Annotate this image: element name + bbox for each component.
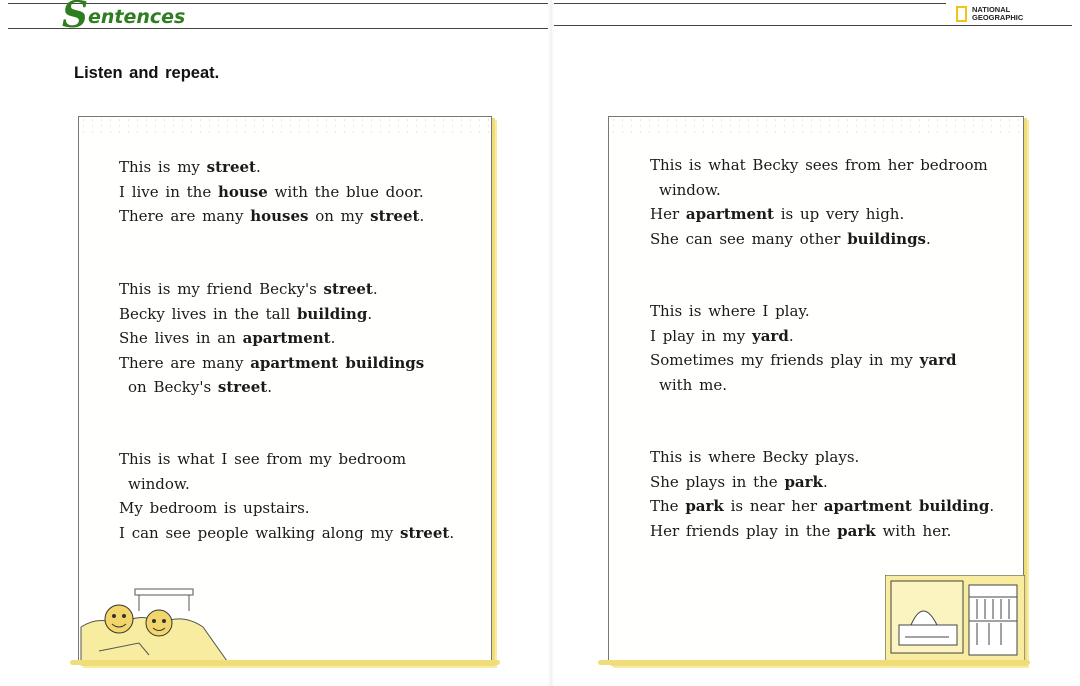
sentence-text: This is what I see from my bedroom — [119, 450, 407, 468]
logo-line-2: GEOGRAPHIC — [972, 13, 1024, 22]
sentence-text: . — [822, 472, 828, 491]
sentence-line — [650, 178, 988, 203]
vocabulary-word: street — [323, 280, 373, 298]
paragraph — [650, 299, 957, 397]
sentence-line — [650, 227, 988, 252]
page-gutter — [548, 0, 554, 686]
sentence-text: with her. — [875, 521, 952, 540]
sentence-text: . — [449, 523, 455, 542]
sentence-text: . — [367, 304, 373, 323]
sentence-text: She plays in the — [650, 472, 785, 491]
sentence-text: There are many — [119, 353, 251, 372]
vocabulary-word: park — [784, 472, 823, 491]
sentence-text: is near her — [723, 497, 824, 515]
paragraph — [119, 447, 454, 545]
sentence-line — [119, 180, 424, 205]
sentence-line — [119, 302, 424, 327]
children-playing-illustration — [79, 581, 229, 663]
sentence-text: This is my friend Becky's — [119, 280, 324, 298]
sentence-line — [650, 470, 994, 495]
sentence-text: Her friends play in the — [650, 521, 838, 540]
instruction-heading: Listen and repeat. — [74, 64, 220, 82]
sentence-text: There are many — [119, 207, 251, 225]
sentence-text: The — [650, 497, 686, 515]
sentence-line — [650, 348, 957, 373]
header-rule-top-right — [554, 3, 946, 4]
sentence-text: I live in the — [119, 182, 218, 201]
sentence-text: I play in my — [650, 326, 752, 345]
header-rule-bottom — [8, 28, 548, 29]
sentence-text: with the blue door. — [267, 182, 424, 201]
vocabulary-word: building — [296, 304, 368, 323]
sentence-line — [119, 521, 454, 546]
sentence-text: This is what Becky sees from her bedroom — [650, 156, 988, 174]
sentence-line — [650, 494, 994, 519]
sentence-text: This is my — [119, 158, 207, 176]
left-text-panel — [78, 116, 492, 664]
vocabulary-word: street — [400, 523, 450, 542]
header-rule-bottom-right — [554, 25, 1072, 26]
national-geographic-logo — [956, 4, 1023, 24]
sentence-text: window. — [659, 180, 721, 199]
sentence-line — [650, 519, 994, 544]
vocabulary-word: street — [217, 378, 268, 396]
sentence-text: . — [419, 207, 425, 225]
vocabulary-word: apartment — [685, 205, 774, 223]
sentence-line — [650, 324, 957, 349]
sentence-line — [650, 153, 988, 178]
sentence-text: window. — [128, 474, 190, 493]
sentence-text: . — [255, 158, 261, 176]
sentence-text: She can see many other — [650, 229, 848, 248]
vocabulary-word: yard — [919, 351, 957, 369]
vocabulary-word: apartment buildings — [250, 353, 425, 372]
sentence-line — [119, 326, 424, 351]
vocabulary-word: street — [370, 207, 420, 225]
paragraph — [119, 277, 424, 400]
vocabulary-word: park — [685, 497, 724, 515]
title-text: entences — [88, 6, 186, 28]
sentence-text: . — [989, 497, 995, 515]
sentence-text: My bedroom is upstairs. — [119, 499, 310, 517]
sentence-line — [119, 496, 454, 521]
sentence-text: on my — [308, 207, 371, 225]
vocabulary-word: apartment building — [823, 497, 990, 515]
vocabulary-word: house — [217, 182, 268, 201]
sentence-line — [650, 445, 994, 470]
vocabulary-word: park — [837, 521, 876, 540]
sentence-text: This is where I play. — [650, 302, 810, 320]
vocabulary-word: yard — [751, 326, 789, 345]
sentence-text: . — [926, 229, 931, 248]
sentence-text: Sometimes my friends play in my — [650, 351, 920, 369]
sentence-line — [119, 472, 454, 497]
vocabulary-word: buildings — [847, 229, 927, 248]
bedroom-window-illustration — [885, 575, 1025, 663]
sentence-line — [119, 351, 424, 376]
sentence-line — [650, 202, 988, 227]
header-rule-top — [8, 3, 548, 4]
paragraph — [650, 153, 988, 251]
sentence-line — [119, 375, 424, 400]
sentence-text: . — [788, 326, 794, 345]
sentence-line — [119, 277, 424, 302]
logo-line-1: NATIONAL — [972, 5, 1011, 14]
sentence-text: She lives in an — [119, 329, 243, 347]
vocabulary-word: apartment — [242, 329, 331, 347]
ground-line — [598, 660, 1030, 665]
paragraph — [119, 155, 424, 229]
sentence-text: Becky lives in the tall — [119, 304, 297, 323]
sentence-text: . — [267, 378, 272, 396]
yellow-border-icon — [956, 6, 967, 22]
sentence-line — [119, 155, 424, 180]
vocabulary-word: street — [206, 158, 256, 176]
sentence-text: I can see people walking along my — [119, 523, 401, 542]
sentence-text: Her — [650, 205, 686, 223]
sentence-text: . — [372, 280, 378, 298]
sentence-text: . — [330, 329, 336, 347]
paragraph — [650, 445, 994, 543]
title-initial: S — [62, 0, 88, 36]
vocabulary-word: houses — [250, 207, 309, 225]
right-text-panel — [608, 116, 1024, 664]
sentence-text: on Becky's — [128, 378, 218, 396]
sentence-line — [119, 204, 424, 229]
sentence-text: with me. — [659, 375, 727, 394]
sentence-line — [650, 299, 957, 324]
sentence-line — [119, 447, 454, 472]
sentence-text: This is where Becky plays. — [650, 448, 860, 466]
sentence-text: is up very high. — [773, 205, 905, 223]
sentence-line — [650, 373, 957, 398]
ground-line — [70, 660, 500, 665]
